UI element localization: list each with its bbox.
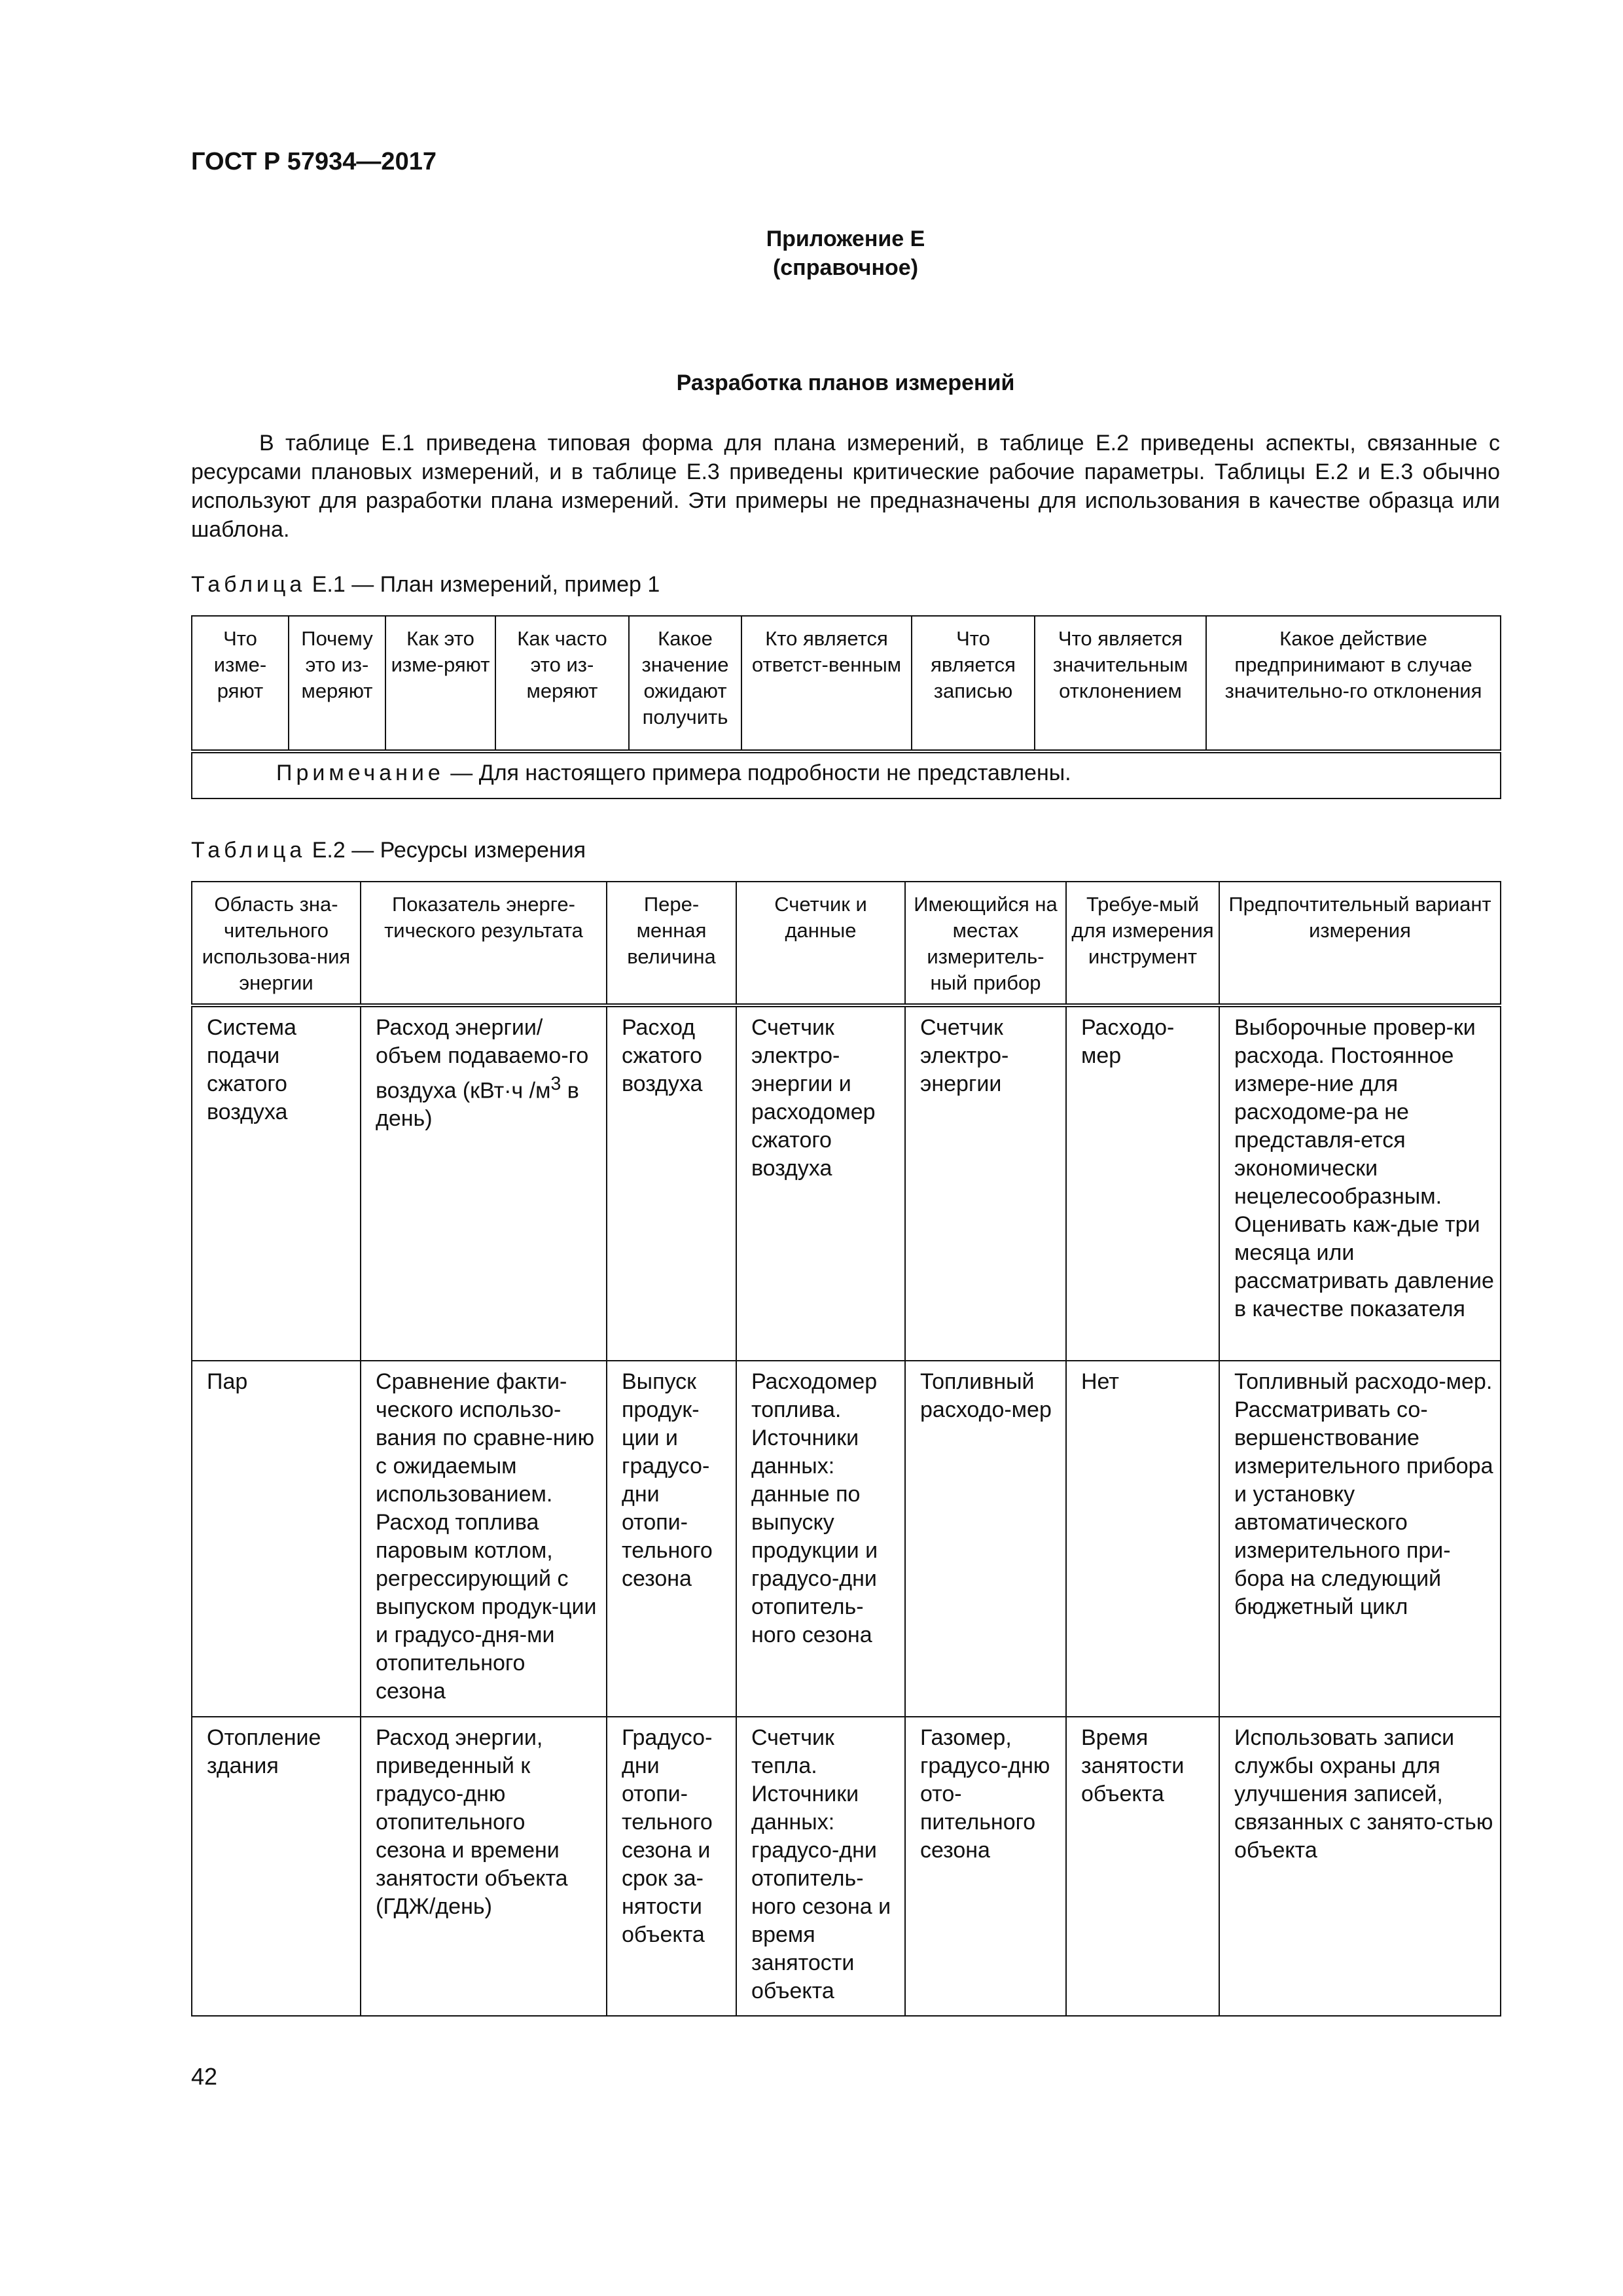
intro-paragraph: В таблице Е.1 приведена типовая форма для плана измерений, в таблице Е.2 приведены аспекты, связанные с ресурсами плановых измерений, и в таблице Е.3 приведены критические рабочие параметры. Таблицы Е.2 и Е.3 обычно используют для разработки плана измерений. Эти примеры не предназначены для использования в качестве образца или шаблона.	[191, 431, 1500, 542]
table1-header-cell: Кто является ответст-венным	[741, 616, 912, 751]
table-cell: Выборочные провер-ки расхода. Постоянное измере-ние для расходоме-ра не представля-ется экономически нецелесообразным. Оценивать каж-дые три месяца или рассматривать давление в качестве показателя	[1219, 1005, 1501, 1361]
table1-header-row	[192, 616, 1501, 751]
superscript: 3	[550, 1073, 562, 1094]
table-cell: Расход энергии, приведенный к градусо-дню отопительного сезона и времени занятости объекта (ГДЖ/день)	[361, 1717, 607, 2016]
table1-caption	[191, 572, 660, 598]
appendix-type: (справочное)	[772, 255, 919, 280]
table2-header-cell: Предпочтительный вариант измерения	[1219, 882, 1501, 1005]
table-cell: Нет	[1066, 1361, 1219, 1717]
table1-note-label: Примечание	[276, 761, 444, 785]
table1-note-row	[192, 751, 1501, 798]
table-cell: Счетчик электро-энергии и расходомер сжатого воздуха	[736, 1005, 905, 1361]
cell-text: в день)	[376, 1078, 579, 1132]
table1-header-cell: Что изме-ряют	[192, 616, 289, 751]
table1-note-text: — Для настоящего примера подробности не представлены.	[444, 761, 1071, 785]
page-number: 42	[191, 2063, 218, 2090]
table-cell: Расходо-мер	[1066, 1005, 1219, 1361]
table2-header-row	[192, 882, 1501, 1005]
section-title: Разработка планов измерений	[676, 370, 1015, 395]
table1-header-cell: Какое значение ожидают получить	[629, 616, 741, 751]
table-cell: Газомер, градусо-дню ото-пительного сезона	[905, 1717, 1066, 2016]
table-cell: Топливный расходо-мер. Рассматривать со-вершенствование измерительного прибора и установку автоматического измерительного при-бора на следующий бюджетный цикл	[1219, 1361, 1501, 1717]
table-row	[192, 1005, 1501, 1361]
table-cell: Отопление здания	[192, 1717, 361, 2016]
table-cell	[361, 1005, 607, 1361]
table-cell: Пар	[192, 1361, 361, 1717]
table1-header-cell: Как часто это из-меряют	[495, 616, 629, 751]
table-row	[192, 1361, 1501, 1717]
table-cell: Выпуск продук-ции и градусо-дни отопи-тельного сезона	[607, 1361, 736, 1717]
table1-caption-label: Таблица	[191, 572, 306, 597]
table-e2	[191, 881, 1501, 2017]
table-cell: Счетчик тепла. Источники данных: градусо-дни отопитель-ного сезона и время занятости объекта	[736, 1717, 905, 2016]
table-cell: Градусо-дни отопи-тельного сезона и срок за-нятости объекта	[607, 1717, 736, 2016]
table1-header-cell: Почему это из-меряют	[289, 616, 385, 751]
table1-note	[192, 751, 1501, 798]
table2-header-cell: Область зна-чительного использова-ния энергии	[192, 882, 361, 1005]
table-cell: Время занятости объекта	[1066, 1717, 1219, 2016]
table1-header-cell: Что является значительным отклонением	[1035, 616, 1206, 751]
table-cell: Сравнение факти-ческого использо-вания по сравне-нию с ожидаемым использованием. Расход топлива паровым котлом, регрессирующий с выпуском продук-ции и градусо-дня-ми отопительного сезона	[361, 1361, 607, 1717]
table-cell: Расход сжатого воздуха	[607, 1005, 736, 1361]
table2-header-cell: Пере-менная величина	[607, 882, 736, 1005]
standard-number: ГОСТ Р 57934—2017	[191, 148, 437, 175]
table-cell: Использовать записи службы охраны для улучшения записей, связанных с занято-стью объекта	[1219, 1717, 1501, 2016]
table-e1	[191, 615, 1501, 799]
table1-caption-text: Е.1 — План измерений, пример 1	[306, 572, 660, 597]
table-cell: Счетчик электро-энергии	[905, 1005, 1066, 1361]
table2-header-cell: Показатель энерге-тического результата	[361, 882, 607, 1005]
table-cell: Топливный расходо-мер	[905, 1361, 1066, 1717]
table-cell: Расходомер топлива. Источники данных: данные по выпуску продукции и градусо-дни отопитель-ного сезона	[736, 1361, 905, 1717]
appendix-title: Приложение Е	[766, 226, 925, 251]
table2-caption	[191, 838, 586, 863]
table1-header-cell: Как это изме-ряют	[385, 616, 495, 751]
table2-caption-label: Таблица	[191, 838, 306, 863]
table1-header-cell: Что является записью	[912, 616, 1035, 751]
table1-header-cell: Какое действие предпринимают в случае значительно-го отклонения	[1206, 616, 1501, 751]
table2-header-cell: Имеющийся на местах измеритель-ный прибор	[905, 882, 1066, 1005]
table-cell: Система подачи сжатого воздуха	[192, 1005, 361, 1361]
table2-header-cell: Требуе-мый для измерения инструмент	[1066, 882, 1219, 1005]
table-row	[192, 1717, 1501, 2016]
cell-text: Расход энергии/ объем подаваемо-го воздуха (кВт·ч /м	[376, 1015, 589, 1103]
table2-header-cell: Счетчик и данные	[736, 882, 905, 1005]
table2-caption-text: Е.2 — Ресурсы измерения	[306, 838, 586, 863]
